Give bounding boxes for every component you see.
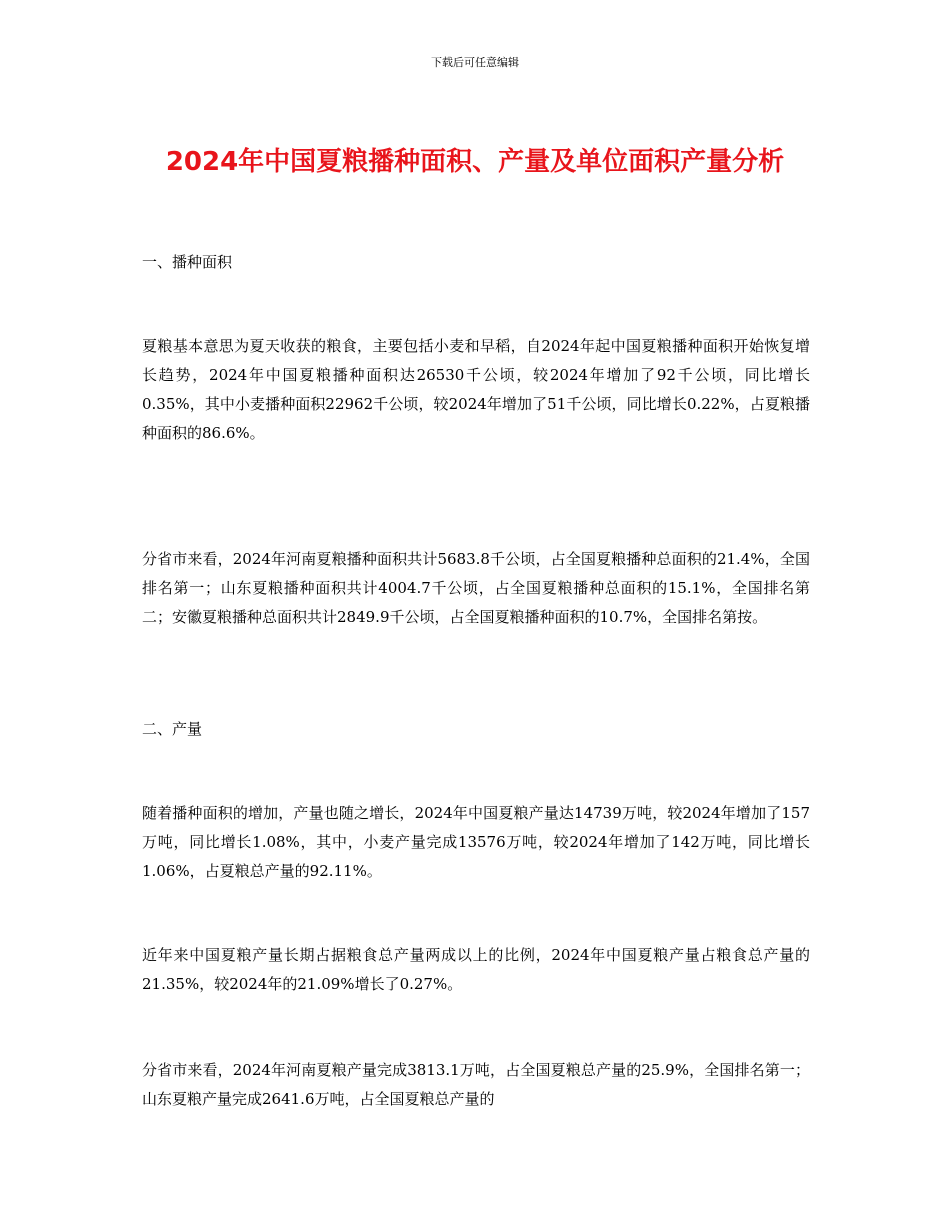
paragraph-planting-area-national: 夏粮基本意思为夏天收获的粮食，主要包括小麦和早稻，自2024年起中国夏粮播种面积开始恢复增长趋势，2024年中国夏粮播种面积达26530千公顷，较2024年增加了92千公顷，同比增长0.35%，其中小麦播种面积22962千公顷，较2024年增加了51千公顷，同比增长0.22%，占夏粮播种面积的86.6%。	[142, 337, 810, 442]
section-heading-output: 二、产量	[142, 720, 203, 738]
paragraph-output-national: 随着播种面积的增加，产量也随之增长，2024年中国夏粮产量达14739万吨，较2024年增加了157万吨，同比增长1.08%，其中，小麦产量完成13576万吨，较2024年增加了142万吨，同比增长1.06%，占夏粮总产量的92.11%。	[142, 804, 810, 880]
document-title: 2024年中国夏粮播种面积、产量及单位面积产量分析	[165, 147, 785, 177]
section-heading-planting-area: 一、播种面积	[142, 253, 233, 271]
paragraph-output-share: 近年来中国夏粮产量长期占据粮食总产量两成以上的比例，2024年中国夏粮产量占粮食总产量的21.35%，较2024年的21.09%增长了0.27%。	[142, 946, 810, 993]
header-note: 下载后可任意编辑	[431, 56, 519, 69]
paragraph-planting-area-provinces: 分省市来看，2024年河南夏粮播种面积共计5683.8千公顷，占全国夏粮播种总面积的21.4%，全国排名第一；山东夏粮播种面积共计4004.7千公顷，占全国夏粮播种总面积的15.1%，全国排名第二；安徽夏粮播种总面积共计2849.9千公顷，占全国夏粮播种面积的10.7%，全国排名第按。	[142, 550, 810, 626]
paragraph-output-provinces: 分省市来看，2024年河南夏粮产量完成3813.1万吨，占全国夏粮总产量的25.9%，全国排名第一；山东夏粮产量完成2641.6万吨，占全国夏粮总产量的	[142, 1061, 810, 1108]
